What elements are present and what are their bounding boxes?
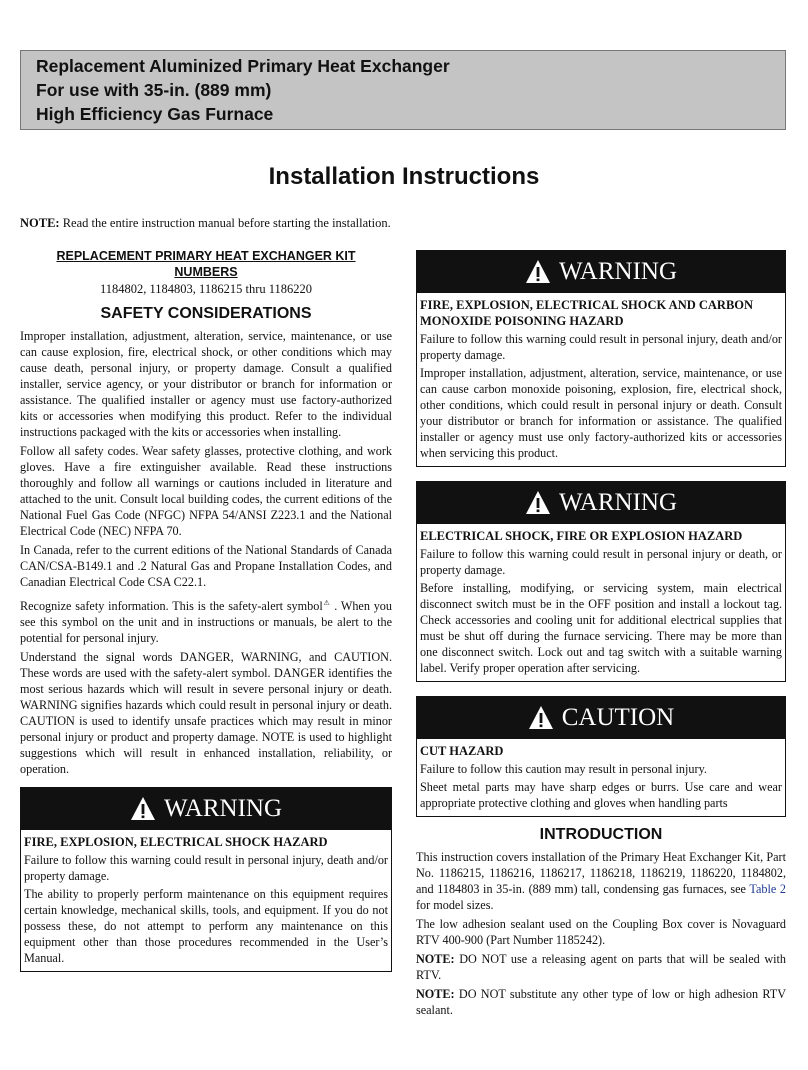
top-note: [20, 215, 790, 231]
warning-triangle-icon: [528, 705, 554, 731]
safety-paragraph-2: Follow all safety codes. Wear safety glasses, protective clothing, and work gloves. Have a fire extinguisher available. Read these instructions thoroughly and follow all warnings or cautions included in literature and attached to the unit. Consult local building codes, the current editions of the National Fuel Gas Code (NFGC) NFPA 54/ANSI Z223.1 and the National Electrical Code (NEC) NFPA 70.: [20, 444, 392, 538]
header-title-line-3: High Efficiency Gas Furnace: [36, 104, 274, 124]
note-text: Read the entire instruction manual before starting the installation.: [59, 216, 391, 230]
right-column: [416, 248, 786, 1021]
kit-numbers-list: 1184802, 1184803, 1186215 thru 1186220: [99, 282, 313, 296]
kit-numbers-heading: REPLACEMENT PRIMARY HEAT EXCHANGER KIT NUMBERS: [56, 249, 356, 279]
note-label: NOTE:: [416, 952, 455, 966]
signal-word: WARNING: [558, 258, 678, 285]
safety-alert-text-b: . When you see this symbol on the unit and in instructions or manuals, be alert to the potential for personal injury.: [20, 599, 392, 646]
warning-box-left: [20, 787, 392, 972]
warning-paragraph-1: Failure to follow this warning could result in personal injury, death and/or property damage.: [420, 332, 782, 362]
hazard-title: FIRE, EXPLOSION, ELECTRICAL SHOCK AND CARBON MONOXIDE POISONING HAZARD: [420, 298, 754, 328]
warning-signal-bar: [417, 251, 785, 293]
warning-body: [417, 524, 785, 681]
caution-body: [417, 739, 785, 816]
warning-triangle-icon: [525, 259, 551, 285]
intro-note-1: [416, 951, 786, 983]
header-title-line-1: Replacement Aluminized Primary Heat Exchanger: [36, 56, 450, 76]
safety-paragraph-4: [20, 595, 392, 646]
safety-paragraph-3: In Canada, refer to the current editions of the National Standards of Canada CAN/CSA-B149.1 and .2 Natural Gas and Propane Installation Codes, and Canadian Electrical Code CSA C22.1.: [20, 543, 392, 589]
warning-box-right-2: [416, 481, 786, 682]
warning-paragraph-2: Improper installation, adjustment, alteration, service, maintenance, or use can cause carbon monoxide poisoning, explosion, fire, electrical shock, other conditions, which could result in personal injury or death. Consult your distributor or branch for information or assistance. The qualified installer or agency must use only factory-authorized kits or accessories when servicing this product.: [420, 366, 782, 460]
safety-alert-text-a: Recognize safety information. This is the safety-alert symbol: [20, 599, 323, 614]
document-header: [20, 50, 786, 130]
warning-paragraph-2: Before installing, modifying, or servicing system, main electrical disconnect switch must be in the OFF position and install a lockout tag. Check accessories and cooling unit for additional electrical supplies that must be shut off during the furnace servicing. There may be more than one disconnect switch. Lock out and tag switch with a suitable warning label. Verify proper operation after servicing.: [420, 581, 782, 675]
hazard-title: FIRE, EXPLOSION, ELECTRICAL SHOCK HAZARD: [24, 835, 328, 850]
warning-box-right-1: [416, 250, 786, 467]
note-text: DO NOT substitute any other type of low or high adhesion RTV sealant.: [416, 987, 786, 1017]
safety-paragraph-1: Improper installation, adjustment, alteration, service, maintenance, or use can cause explosion, fire, electrical shock, or other conditions which may cause death, personal injury, or property damage. Consult a qualified installer, service agency, or your distributor or branch for information or assistance. The qualified installer or agency must use factory-authorized kits or accessories when modifying this product. Refer to the individual instructions packaged with the kits or accessories when installing.: [20, 329, 392, 439]
note-text: DO NOT use a releasing agent on parts that will be sealed with RTV.: [416, 952, 786, 982]
intro-text-a: This instruction covers installation of the Primary Heat Exchanger Kit, Part No. 1186215, 1186216, 1186217, 1186218, 1186219, 1186220, 1184802, and 1184803 in 35-in. (889 mm) tall, condensing gas furnaces, see: [416, 850, 786, 896]
caution-signal-bar: [417, 697, 785, 739]
warning-triangle-icon: [130, 796, 156, 822]
intro-paragraph-1: [416, 849, 786, 913]
intro-text-b: for model sizes.: [416, 898, 494, 912]
page-title: Installation Instructions: [268, 163, 540, 190]
hazard-title: CUT HAZARD: [420, 744, 504, 758]
warning-paragraph-2: The ability to properly perform maintenance on this equipment requires certain knowledge, mechanical skills, tools, and equipment. If you do not possess these, do not attempt to perform any maintenance on this equipment other than those procedures recommended in the User’s Manual.: [24, 887, 388, 966]
warning-signal-bar: [417, 482, 785, 524]
warning-paragraph-1: Failure to follow this warning could result in personal injury or death, or property damage.: [420, 547, 782, 577]
warning-body: [417, 293, 785, 466]
introduction-heading: INTRODUCTION: [539, 826, 663, 843]
warning-paragraph-1: Failure to follow this warning could result in personal injury, death and/or property damage.: [24, 853, 388, 884]
safety-considerations-heading: SAFETY CONSIDERATIONS: [100, 305, 312, 322]
warning-signal-bar: [21, 788, 391, 830]
intro-note-2: [416, 986, 786, 1018]
hazard-title: ELECTRICAL SHOCK, FIRE OR EXPLOSION HAZARD: [420, 529, 743, 543]
signal-word: WARNING: [163, 795, 283, 823]
header-title-line-2: For use with 35-in. (889 mm): [36, 80, 272, 100]
table-2-link[interactable]: Table 2: [749, 882, 786, 896]
caution-paragraph-1: Failure to follow this caution may result in personal injury.: [420, 762, 707, 776]
caution-paragraph-2: Sheet metal parts may have sharp edges or burrs. Use care and wear appropriate protective clothing and gloves when handling parts: [420, 780, 782, 810]
note-label: NOTE:: [20, 216, 60, 230]
safety-paragraph-5: Understand the signal words DANGER, WARNING, and CAUTION. These words are used with the safety-alert symbol. DANGER identifies the most serious hazards which will result in severe personal injury or death. WARNING signifies hazards which could result in personal injury or death. CAUTION is used to identify unsafe practices which may result in minor personal injury or product and property damage. NOTE is used to highlight suggestions which will result in enhanced installation, reliability, or operation.: [20, 650, 392, 777]
note-label: NOTE:: [416, 987, 455, 1001]
safety-alert-symbol-icon: ⚠: [322, 599, 331, 607]
signal-word: CAUTION: [561, 704, 675, 731]
caution-box: [416, 696, 786, 817]
intro-paragraph-2: The low adhesion sealant used on the Coupling Box cover is Novaguard RTV 400-900 (Part Number 1185242).: [416, 917, 786, 947]
warning-body: [21, 830, 391, 971]
signal-word: WARNING: [558, 489, 678, 516]
warning-triangle-icon: [525, 490, 551, 516]
left-column: [20, 248, 392, 972]
